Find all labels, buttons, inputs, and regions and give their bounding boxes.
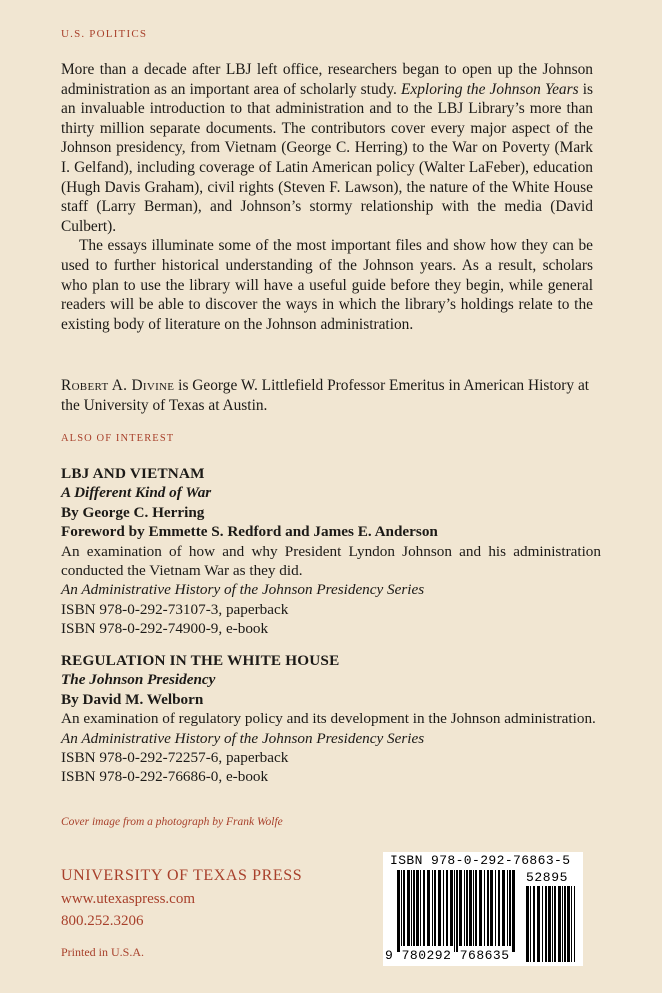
barcode-bar <box>554 886 556 962</box>
barcode-ean-digits: 9 780292 768635 <box>385 948 510 963</box>
barcode-bar <box>423 870 425 946</box>
barcode-bar <box>490 870 493 946</box>
related-book-foreword: Foreword by Emmette S. Redford and James E. Anderson <box>61 523 438 541</box>
barcode-bar <box>456 870 458 952</box>
related-book-title: LBJ AND VIETNAM <box>61 465 205 482</box>
barcode-bar <box>407 870 410 946</box>
related-book-series: An Administrative History of the Johnson Presidency Series <box>61 581 425 599</box>
barcode-bar <box>466 870 468 946</box>
barcode-bar <box>507 870 508 946</box>
publisher-website: www.utexaspress.com <box>61 891 195 907</box>
related-book-isbn-paperback: ISBN 978-0-292-72257-6, paperback <box>61 749 289 767</box>
barcode-bar <box>397 870 400 952</box>
related-book-series: An Administrative History of the Johnson Presidency Series <box>61 729 425 747</box>
related-book-2 <box>61 651 601 787</box>
author-name: Robert A. Divine <box>61 377 175 394</box>
barcode-bar <box>443 870 444 946</box>
barcode-bar <box>558 886 561 962</box>
related-book-summary: An examination of regulatory policy and its development in the Johnson administration. <box>61 710 596 728</box>
barcode-bar <box>459 870 462 946</box>
publisher-name: UNIVERSITY OF TEXAS PRESS <box>61 867 303 884</box>
barcode-bar <box>473 870 474 946</box>
barcode-bar <box>416 870 419 946</box>
barcode-bar <box>512 870 515 952</box>
barcode-bar <box>434 870 436 946</box>
barcode-bar <box>552 886 553 962</box>
printed-in-label: Printed in U.S.A. <box>61 945 145 959</box>
barcode-bar <box>469 870 472 946</box>
barcode-bar <box>438 870 441 946</box>
related-book-title: REGULATION IN THE WHITE HOUSE <box>61 652 340 669</box>
barcode-bar <box>495 870 496 946</box>
barcode-bar <box>567 886 570 962</box>
related-book-summary: An examination of how and why President Lyndon Johnson and his administration conducted the Vietnam War as they did. <box>61 542 601 580</box>
barcode-bar <box>432 870 433 946</box>
barcode-bar <box>420 870 421 946</box>
related-book-isbn-ebook: ISBN 978-0-292-76686-0, e-book <box>61 768 269 786</box>
barcode-bar <box>454 870 455 952</box>
barcode-bar <box>548 886 551 962</box>
barcode-bar <box>484 870 485 946</box>
barcode-bar <box>530 886 531 962</box>
related-book-author: By George C. Herring <box>61 503 205 521</box>
cover-image-credit: Cover image from a photograph by Frank Wolfe <box>61 816 283 828</box>
barcode-bar <box>537 886 540 962</box>
related-book-1 <box>61 464 601 639</box>
description-paragraph-1: More than a decade after LBJ left office, researchers began to open up the Johnson administration as an important area of scholarly study. Exploring the Johnson Years is an invaluable introduction to that administration and to the LBJ Library’s more than thirty million separate documents. The contributors cover every major aspect of the Johnson presidency, from Vietnam (George C. Herring) to the War on Poverty (Mark I. Gelfand), including coverage of Latin American policy (Walter LaFeber), education (Hugh Davis Graham), civil rights (Steven F. Lawson), the nature of the White House staff (Larry Berman), and Johnson’s stormy relationship with the media (David Culbert). <box>61 61 593 235</box>
related-book-isbn-paperback: ISBN 978-0-292-73107-3, paperback <box>61 600 289 618</box>
barcode-bar <box>475 870 477 946</box>
author-bio-text: is George W. Littlefield Professor Emeritus in American History at the University of Texas at Austin. <box>61 377 590 414</box>
barcode-addon-digits: 52895 <box>526 870 569 885</box>
barcode-bar <box>574 886 575 962</box>
barcode-bar <box>509 870 511 946</box>
barcode-bar <box>526 886 529 962</box>
isbn-barcode <box>383 852 583 966</box>
barcode-bar <box>401 870 402 946</box>
barcode-bar <box>498 870 500 946</box>
barcode-bar <box>545 886 547 962</box>
barcode-bar <box>413 870 415 946</box>
barcode-bar <box>571 886 572 962</box>
related-book-subtitle: The Johnson Presidency <box>61 671 216 689</box>
also-of-interest-heading: ALSO OF INTEREST <box>61 433 175 444</box>
related-book-isbn-ebook: ISBN 978-0-292-74900-9, e-book <box>61 620 269 638</box>
book-title-italic: Exploring the Johnson Years <box>400 80 579 98</box>
barcode-bar <box>562 886 563 962</box>
barcode-bar <box>542 886 543 962</box>
barcode-bar <box>533 886 535 962</box>
related-book-author: By David M. Welborn <box>61 690 204 708</box>
barcode-bar <box>487 870 489 946</box>
publisher-block <box>61 866 302 932</box>
barcode-bar <box>502 870 505 946</box>
barcode-bar <box>427 870 430 946</box>
barcode-bar <box>411 870 412 946</box>
book-description <box>61 60 593 334</box>
description-paragraph-2: The essays illuminate some of the most important files and show how they can be used to further historical understanding of the Johnson years. As a result, scholars who plan to use the library will have a useful guide before they begin, while general readers will be able to discover the ways in which the library’s holdings relate to the existing body of literature on the Johnson administration. <box>61 237 593 333</box>
author-bio <box>61 376 601 415</box>
barcode-isbn-label: ISBN 978-0-292-76863-5 <box>390 853 571 868</box>
barcode-bar <box>446 870 448 946</box>
barcode-bar <box>564 886 566 962</box>
category-label: U.S. POLITICS <box>61 28 148 40</box>
barcode-bar <box>403 870 405 946</box>
barcode-bar <box>464 870 465 946</box>
related-book-subtitle: A Different Kind of War <box>61 484 212 502</box>
barcode-bar <box>450 870 453 946</box>
publisher-phone: 800.252.3206 <box>61 913 144 929</box>
barcode-bar <box>479 870 482 946</box>
